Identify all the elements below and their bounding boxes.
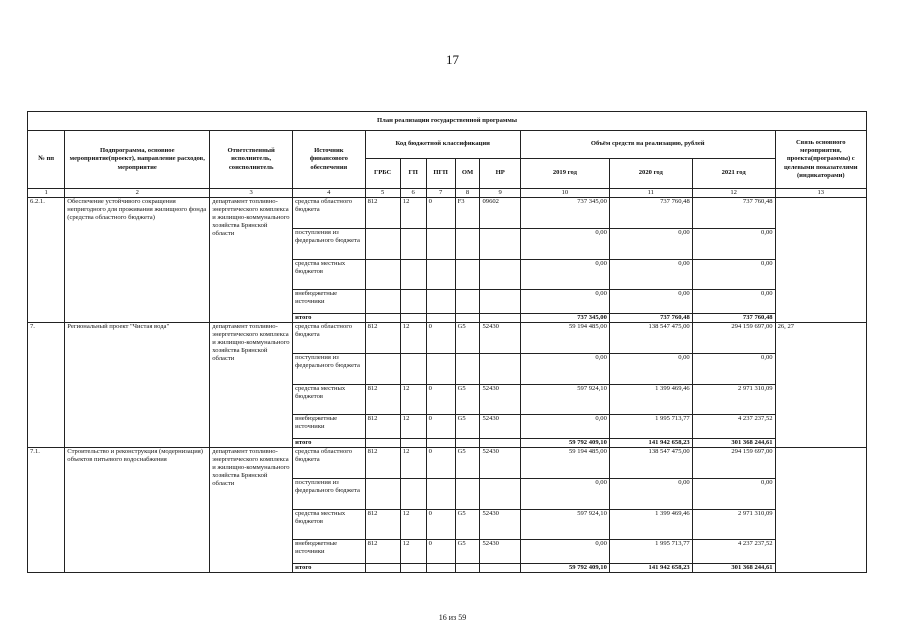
source-cell: средства местных бюджетов <box>293 510 365 540</box>
header-nr: НР <box>480 159 520 189</box>
amount-2020: 0,00 <box>609 229 692 260</box>
om-cell: F3 <box>455 198 480 229</box>
nr-cell <box>480 260 520 290</box>
source-cell: итого <box>293 439 365 448</box>
col-index: 10 <box>520 189 609 198</box>
gp-cell <box>400 479 426 510</box>
item-link-indicators <box>775 198 866 323</box>
amount-2019: 59 792 409,10 <box>520 439 609 448</box>
source-cell: итого <box>293 564 365 573</box>
header-2020: 2020 год <box>609 159 692 189</box>
amount-2019: 0,00 <box>520 479 609 510</box>
pgp-cell: 0 <box>426 510 455 540</box>
amount-2019: 737 345,00 <box>520 198 609 229</box>
item-name: Обеспечение устойчивого сокращения непригодного для проживания жилищного фонда (средства областного бюджета) <box>65 198 210 323</box>
om-cell: G5 <box>455 323 480 354</box>
om-cell <box>455 290 480 314</box>
header-responsible: Ответственный исполнитель, соисполнитель <box>210 131 293 189</box>
source-cell: поступления из федерального бюджета <box>293 479 365 510</box>
amount-2019: 59 194 485,00 <box>520 323 609 354</box>
amount-2021: 301 368 244,61 <box>692 564 775 573</box>
om-cell: G5 <box>455 448 480 479</box>
grbs-cell: 812 <box>365 415 400 439</box>
table-body <box>28 198 867 573</box>
amount-2019: 0,00 <box>520 415 609 439</box>
amount-2021: 737 760,48 <box>692 198 775 229</box>
col-index: 3 <box>210 189 293 198</box>
header-subprogram: Подпрограмма, основное мероприятие(проект), направление расходов, мероприятие <box>65 131 210 189</box>
amount-2019: 0,00 <box>520 260 609 290</box>
source-cell: внебюджетные источники <box>293 415 365 439</box>
page-footer: 16 из 59 <box>438 613 467 622</box>
amount-2020: 138 547 475,00 <box>609 323 692 354</box>
gp-cell: 12 <box>400 415 426 439</box>
item-name: Строительство и реконструкция (модернизация) объектов питьевого водоснабжения <box>65 448 210 573</box>
amount-2019: 737 345,00 <box>520 314 609 323</box>
col-index: 1 <box>28 189 65 198</box>
source-cell: средства местных бюджетов <box>293 385 365 415</box>
gp-cell: 12 <box>400 385 426 415</box>
amount-2019: 0,00 <box>520 290 609 314</box>
source-cell: средства местных бюджетов <box>293 260 365 290</box>
om-cell <box>455 564 480 573</box>
amount-2021: 294 159 697,00 <box>692 448 775 479</box>
nr-cell: 52430 <box>480 510 520 540</box>
pgp-cell <box>426 229 455 260</box>
col-index: 4 <box>293 189 365 198</box>
amount-2019: 597 924,10 <box>520 510 609 540</box>
header-volume: Объём средств на реализацию, рублей <box>520 131 775 159</box>
gp-cell <box>400 260 426 290</box>
pgp-cell <box>426 260 455 290</box>
amount-2021: 301 368 244,61 <box>692 439 775 448</box>
amount-2019: 0,00 <box>520 540 609 564</box>
gp-cell <box>400 290 426 314</box>
source-cell: средства областного бюджета <box>293 323 365 354</box>
nr-cell: 52430 <box>480 540 520 564</box>
nr-cell: 52430 <box>480 415 520 439</box>
gp-cell: 12 <box>400 540 426 564</box>
amount-2021: 2 971 310,09 <box>692 510 775 540</box>
om-cell <box>455 314 480 323</box>
amount-2019: 59 194 485,00 <box>520 448 609 479</box>
pgp-cell <box>426 439 455 448</box>
item-number: 7.1. <box>28 448 65 573</box>
grbs-cell: 812 <box>365 510 400 540</box>
pgp-cell <box>426 354 455 385</box>
col-index: 11 <box>609 189 692 198</box>
om-cell <box>455 354 480 385</box>
source-cell: внебюджетные источники <box>293 540 365 564</box>
source-cell: поступления из федерального бюджета <box>293 229 365 260</box>
amount-2021: 0,00 <box>692 260 775 290</box>
amount-2021: 737 760,48 <box>692 314 775 323</box>
source-cell: поступления из федерального бюджета <box>293 354 365 385</box>
amount-2021: 0,00 <box>692 479 775 510</box>
amount-2021: 4 237 237,52 <box>692 540 775 564</box>
header-2019: 2019 год <box>520 159 609 189</box>
gp-cell <box>400 439 426 448</box>
amount-2020: 1 995 713,77 <box>609 415 692 439</box>
amount-2019: 0,00 <box>520 229 609 260</box>
source-cell: внебюджетные источники <box>293 290 365 314</box>
table-row <box>28 323 867 354</box>
om-cell: G5 <box>455 510 480 540</box>
table-row <box>28 198 867 229</box>
nr-cell <box>480 354 520 385</box>
program-plan-table <box>27 111 867 573</box>
om-cell: G5 <box>455 385 480 415</box>
table-title: План реализации государственной программы <box>28 112 867 131</box>
pgp-cell: 0 <box>426 198 455 229</box>
nr-cell <box>480 564 520 573</box>
pgp-cell: 0 <box>426 540 455 564</box>
header-grbs: ГРБС <box>365 159 400 189</box>
nr-cell: 09602 <box>480 198 520 229</box>
gp-cell: 12 <box>400 448 426 479</box>
header-budget-codes: Код бюджетной классификации <box>365 131 520 159</box>
source-cell: итого <box>293 314 365 323</box>
header-sources: Источник финансового обеспечения <box>293 131 365 189</box>
grbs-cell <box>365 354 400 385</box>
col-index: 9 <box>480 189 520 198</box>
nr-cell <box>480 439 520 448</box>
column-index-row <box>28 189 867 198</box>
gp-cell <box>400 564 426 573</box>
col-index: 2 <box>65 189 210 198</box>
nr-cell: 52430 <box>480 448 520 479</box>
grbs-cell <box>365 290 400 314</box>
grbs-cell <box>365 229 400 260</box>
grbs-cell <box>365 260 400 290</box>
col-index: 5 <box>365 189 400 198</box>
nr-cell <box>480 229 520 260</box>
pgp-cell: 0 <box>426 415 455 439</box>
gp-cell <box>400 314 426 323</box>
pgp-cell <box>426 479 455 510</box>
nr-cell <box>480 290 520 314</box>
gp-cell <box>400 354 426 385</box>
grbs-cell <box>365 564 400 573</box>
amount-2020: 0,00 <box>609 260 692 290</box>
amount-2019: 597 924,10 <box>520 385 609 415</box>
item-number: 6.2.1. <box>28 198 65 323</box>
amount-2020: 0,00 <box>609 354 692 385</box>
nr-cell: 52430 <box>480 385 520 415</box>
grbs-cell: 812 <box>365 198 400 229</box>
amount-2020: 1 399 469,46 <box>609 510 692 540</box>
item-name: Региональный проект "Чистая вода" <box>65 323 210 448</box>
header-no: № пп <box>28 131 65 189</box>
amount-2020: 737 760,48 <box>609 314 692 323</box>
nr-cell <box>480 479 520 510</box>
header-2021: 2021 год <box>692 159 775 189</box>
grbs-cell: 812 <box>365 385 400 415</box>
item-responsible: департамент топливно-энергетического комплекса и жилищно-коммунального хозяйства Брянской области <box>210 198 293 323</box>
amount-2020: 1 995 713,77 <box>609 540 692 564</box>
om-cell <box>455 479 480 510</box>
col-index: 12 <box>692 189 775 198</box>
col-index: 7 <box>426 189 455 198</box>
grbs-cell <box>365 439 400 448</box>
nr-cell <box>480 314 520 323</box>
gp-cell: 12 <box>400 510 426 540</box>
col-index: 6 <box>400 189 426 198</box>
amount-2020: 141 942 658,23 <box>609 439 692 448</box>
pgp-cell <box>426 290 455 314</box>
amount-2021: 2 971 310,09 <box>692 385 775 415</box>
pgp-cell: 0 <box>426 448 455 479</box>
table-row <box>28 448 867 479</box>
pgp-cell: 0 <box>426 385 455 415</box>
col-index: 13 <box>775 189 866 198</box>
amount-2019: 59 792 409,10 <box>520 564 609 573</box>
gp-cell: 12 <box>400 323 426 354</box>
gp-cell: 12 <box>400 198 426 229</box>
item-link-indicators <box>775 448 866 573</box>
item-link-indicators: 26, 27 <box>775 323 866 448</box>
amount-2020: 0,00 <box>609 479 692 510</box>
pgp-cell <box>426 314 455 323</box>
amount-2020: 141 942 658,23 <box>609 564 692 573</box>
header-link: Связь основного мероприятия, проекта(программы) с целевыми показателями (индикаторами) <box>775 131 866 189</box>
amount-2021: 294 159 697,00 <box>692 323 775 354</box>
om-cell: G5 <box>455 540 480 564</box>
amount-2020: 138 547 475,00 <box>609 448 692 479</box>
amount-2021: 4 237 237,52 <box>692 415 775 439</box>
amount-2019: 0,00 <box>520 354 609 385</box>
nr-cell: 52430 <box>480 323 520 354</box>
om-cell <box>455 229 480 260</box>
amount-2020: 0,00 <box>609 290 692 314</box>
header-pgp: ПГП <box>426 159 455 189</box>
grbs-cell: 812 <box>365 540 400 564</box>
grbs-cell <box>365 479 400 510</box>
pgp-cell <box>426 564 455 573</box>
gp-cell <box>400 229 426 260</box>
source-cell: средства областного бюджета <box>293 448 365 479</box>
om-cell <box>455 260 480 290</box>
grbs-cell <box>365 314 400 323</box>
page-number: 17 <box>446 52 459 67</box>
amount-2020: 1 399 469,46 <box>609 385 692 415</box>
item-responsible: департамент топливно-энергетического комплекса и жилищно-коммунального хозяйства Брянской области <box>210 448 293 573</box>
om-cell <box>455 439 480 448</box>
source-cell: средства областного бюджета <box>293 198 365 229</box>
pgp-cell: 0 <box>426 323 455 354</box>
header-gp: ГП <box>400 159 426 189</box>
item-number: 7. <box>28 323 65 448</box>
grbs-cell: 812 <box>365 448 400 479</box>
amount-2021: 0,00 <box>692 229 775 260</box>
amount-2021: 0,00 <box>692 290 775 314</box>
grbs-cell: 812 <box>365 323 400 354</box>
col-index: 8 <box>455 189 480 198</box>
amount-2020: 737 760,48 <box>609 198 692 229</box>
amount-2021: 0,00 <box>692 354 775 385</box>
header-om: ОМ <box>455 159 480 189</box>
om-cell: G5 <box>455 415 480 439</box>
item-responsible: департамент топливно-энергетического комплекса и жилищно-коммунального хозяйства Брянской области <box>210 323 293 448</box>
